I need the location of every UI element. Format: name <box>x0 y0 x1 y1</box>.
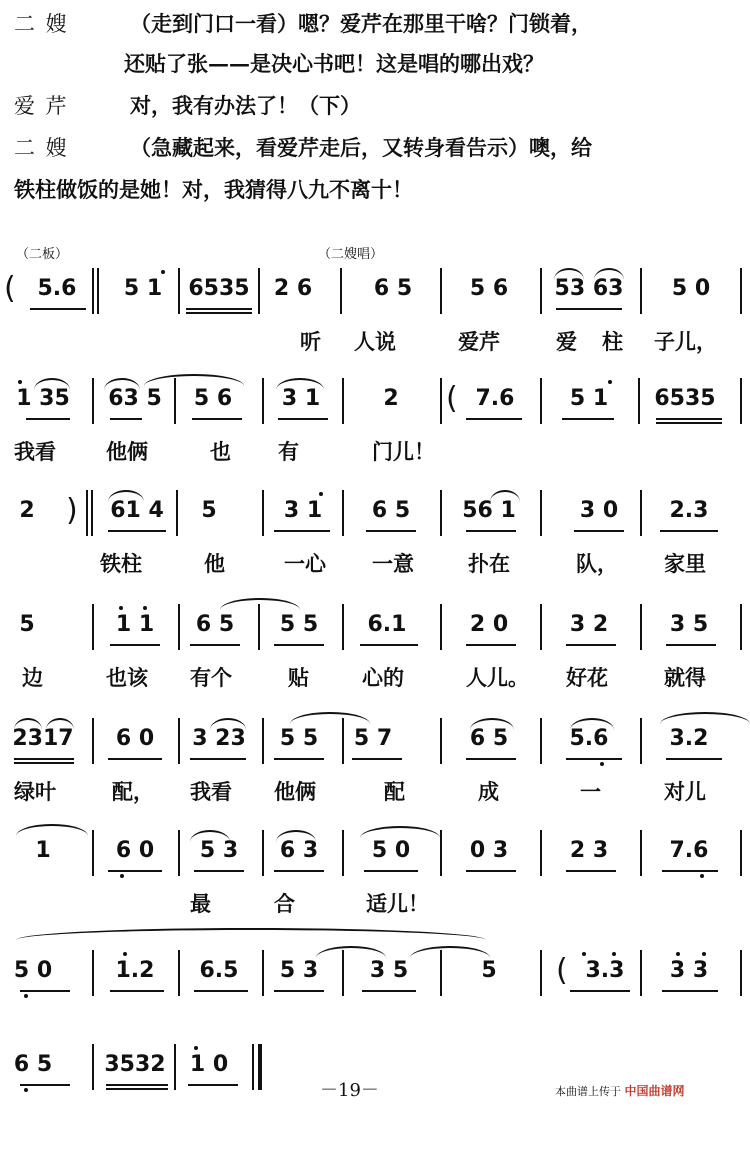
barline <box>640 950 642 996</box>
barline <box>638 378 640 424</box>
measure: 56 1 <box>462 498 516 523</box>
measure: 3 23 <box>192 726 246 751</box>
measure: 5 <box>201 498 217 523</box>
measure: 6535 <box>188 276 250 301</box>
low-octave-dot <box>24 994 28 998</box>
high-octave-dot <box>143 606 147 610</box>
barline <box>740 830 742 876</box>
measure: 53 63 <box>554 276 624 301</box>
lyric: 对儿 <box>664 779 706 804</box>
measure: 5 6 <box>469 276 509 301</box>
lyric: 也 <box>210 439 231 464</box>
barline <box>92 268 94 314</box>
dialogue-text: 对，我有办法了！（下） <box>130 93 361 118</box>
dialogue-text: 还贴了张——是决心书吧！这是唱的哪出戏？ <box>124 51 544 76</box>
underline <box>566 758 622 760</box>
barline <box>540 950 542 996</box>
measure: 3 1 <box>281 386 321 411</box>
dialogue-line <box>0 46 750 86</box>
low-octave-dot <box>120 874 124 878</box>
barline <box>440 830 442 876</box>
measure: 5 0 <box>371 838 411 863</box>
credit-text: 本曲谱上传于 <box>555 1085 621 1098</box>
score-row <box>0 378 750 488</box>
measure: 3 1 <box>283 498 323 523</box>
lyric: 我看 <box>190 779 232 804</box>
underline <box>360 644 418 646</box>
lyric: 铁柱 <box>100 551 142 576</box>
slur <box>210 718 246 730</box>
measure: 3 5 <box>369 958 409 983</box>
tempo-marking: （二板） <box>16 247 69 262</box>
lyric: 我看 <box>14 439 56 464</box>
underline <box>278 418 328 420</box>
slur <box>104 378 140 390</box>
underline <box>656 418 722 420</box>
slur <box>190 830 230 842</box>
lyric: 最 <box>190 891 211 916</box>
measure: 5 7 <box>353 726 393 751</box>
slur <box>410 946 490 958</box>
high-octave-dot <box>702 952 706 956</box>
lyric: 他 <box>204 551 225 576</box>
measure: 6.5 <box>199 958 239 983</box>
lyric: 就得 <box>664 665 706 690</box>
measure: 3 5 <box>669 612 709 637</box>
measure: 61 4 <box>110 498 164 523</box>
measure: 5 1 <box>569 386 609 411</box>
measure: 3 3 <box>669 958 709 983</box>
speaker-name: 二 嫂 <box>14 136 69 160</box>
dialogue-line <box>0 130 750 170</box>
measure: 2 6 <box>273 276 313 301</box>
underline <box>364 870 418 872</box>
underline <box>194 990 248 992</box>
barline <box>440 604 442 650</box>
underline <box>20 1084 70 1086</box>
measure: 2.3 <box>669 498 709 523</box>
barline <box>640 830 642 876</box>
lyric: 适儿！ <box>366 891 429 916</box>
barline <box>540 830 542 876</box>
slur <box>276 378 324 390</box>
lyric: 成 <box>478 779 499 804</box>
measure: 7.6 <box>669 838 709 863</box>
lyric: 一意 <box>372 551 414 576</box>
lyric: 绿叶 <box>14 779 56 804</box>
barline <box>540 490 542 536</box>
underline <box>666 758 722 760</box>
lyric: 边 <box>22 665 43 690</box>
underline <box>466 418 522 420</box>
underline <box>108 758 162 760</box>
measure: 5 6 <box>193 386 233 411</box>
dialogue-text: （走到门口一看）嗯？爱芹在那里干啥？门锁着， <box>130 11 592 36</box>
underline <box>26 418 70 420</box>
barline <box>740 268 742 314</box>
measure: 1.2 <box>115 958 155 983</box>
lyric: 贴 <box>288 665 309 690</box>
lyric: 人说 <box>354 329 396 354</box>
measure: 5 5 <box>279 612 319 637</box>
measure: 1 0 <box>189 1052 229 1077</box>
measure: 5 0 <box>671 276 711 301</box>
barline <box>440 268 442 314</box>
measure: 5.6 <box>569 726 609 751</box>
lyric: 子儿， <box>654 329 717 354</box>
lyric: 也该 <box>106 665 148 690</box>
underline <box>106 1084 168 1086</box>
lyric: 扑在 <box>468 551 510 576</box>
measure: 63 5 <box>108 386 162 411</box>
barline <box>540 718 542 764</box>
low-octave-dot <box>700 874 704 878</box>
underline <box>662 870 718 872</box>
measure: 6 0 <box>115 838 155 863</box>
underline <box>110 418 142 420</box>
underline <box>556 308 622 310</box>
dialogue-line <box>0 172 750 212</box>
barline <box>440 490 442 536</box>
close-parenthesis: ) <box>66 493 78 528</box>
barline <box>640 490 642 536</box>
underline <box>274 870 324 872</box>
underline <box>666 644 716 646</box>
barline <box>540 378 542 424</box>
speaker-name: 二 嫂 <box>14 12 69 36</box>
lyric: 爱芹 <box>458 329 500 354</box>
measure: 5 3 <box>279 958 319 983</box>
slur <box>594 268 624 280</box>
lyric: 配， <box>112 779 154 804</box>
underline <box>30 308 86 310</box>
measure: 2317 <box>12 726 74 751</box>
barline <box>540 268 542 314</box>
lyric: 好花 <box>566 665 608 690</box>
open-parenthesis: ( <box>556 953 568 988</box>
lyric: 心的 <box>362 665 404 690</box>
barline <box>342 490 344 536</box>
slur <box>570 718 614 730</box>
high-octave-dot <box>18 380 22 384</box>
underline <box>366 530 416 532</box>
slur <box>14 718 42 730</box>
underline <box>466 870 516 872</box>
barline <box>440 378 442 424</box>
low-octave-dot <box>600 762 604 766</box>
barline <box>740 378 742 424</box>
measure: 6 5 <box>469 726 509 751</box>
score-row <box>0 718 750 828</box>
underline <box>656 422 722 424</box>
underline <box>362 990 416 992</box>
measure: 5 <box>481 958 497 983</box>
underline <box>192 418 242 420</box>
underline <box>352 758 402 760</box>
high-octave-dot <box>608 380 612 384</box>
underline <box>466 758 516 760</box>
high-octave-dot <box>676 952 680 956</box>
barline <box>740 604 742 650</box>
high-octave-dot <box>119 606 123 610</box>
measure: 6.1 <box>367 612 407 637</box>
score-row <box>0 490 750 600</box>
open-parenthesis: ( <box>4 271 16 306</box>
measure: 3532 <box>104 1052 166 1077</box>
measure: 5 5 <box>279 726 319 751</box>
barline <box>440 718 442 764</box>
lyric: 他俩 <box>274 779 316 804</box>
underline <box>14 762 74 764</box>
dialogue-line <box>0 6 750 46</box>
dialogue-text: 铁柱做饭的是她！对，我猜得八九不离十！ <box>14 177 413 202</box>
slur <box>470 718 514 730</box>
barline <box>86 490 88 536</box>
underline <box>110 990 164 992</box>
barline <box>640 268 642 314</box>
measure: 5 0 <box>13 958 53 983</box>
underline <box>562 418 614 420</box>
underline <box>14 758 74 760</box>
slur <box>490 490 520 502</box>
high-octave-dot <box>123 952 127 956</box>
measure: 5 3 <box>199 838 239 863</box>
underline <box>190 644 240 646</box>
measure: 5.6 <box>37 276 77 301</box>
lyric: 有 <box>278 439 299 464</box>
underline <box>108 530 166 532</box>
measure: 5 1 <box>123 276 163 301</box>
singer-marking: （二嫂唱） <box>318 247 384 262</box>
high-octave-dot <box>612 952 616 956</box>
underline <box>466 530 516 532</box>
score-row <box>0 604 750 714</box>
underline <box>566 644 616 646</box>
underline <box>274 644 324 646</box>
underline <box>190 758 246 760</box>
score-row <box>0 830 750 940</box>
measure: 2 3 <box>569 838 609 863</box>
high-octave-dot <box>194 1046 198 1050</box>
lyric: 队， <box>576 551 618 576</box>
lyric: 配 <box>384 779 405 804</box>
measure: 6 5 <box>371 498 411 523</box>
high-octave-dot <box>161 270 165 274</box>
high-octave-dot <box>582 952 586 956</box>
measure: 7.6 <box>475 386 515 411</box>
barline <box>342 830 344 876</box>
lyric: 人儿。 <box>466 665 529 690</box>
measure: 0 3 <box>469 838 509 863</box>
measure: 1 <box>35 838 51 863</box>
open-parenthesis: ( <box>446 381 458 416</box>
speaker-name: 爱 芹 <box>14 94 69 118</box>
lyric: 有个 <box>190 665 232 690</box>
barline <box>252 1044 254 1090</box>
lyric: 门儿！ <box>372 439 435 464</box>
measure: 5 <box>19 612 35 637</box>
underline <box>20 990 70 992</box>
underline <box>194 870 244 872</box>
lyric: 爱 <box>556 329 577 354</box>
slur <box>46 718 74 730</box>
dialogue-line <box>0 88 750 128</box>
measure: 6 5 <box>373 276 413 301</box>
slur <box>316 946 386 958</box>
measure: 3.3 <box>585 958 625 983</box>
measure: 6 5 <box>195 612 235 637</box>
underline <box>566 870 616 872</box>
lyric: 一心 <box>284 551 326 576</box>
underline <box>274 530 330 532</box>
lyric: 家里 <box>664 551 706 576</box>
high-octave-dot <box>319 492 323 496</box>
measure: 6 3 <box>279 838 319 863</box>
underline <box>662 990 718 992</box>
underline <box>570 990 630 992</box>
measure: 3 0 <box>579 498 619 523</box>
dialogue-text: （急藏起来，看爱芹走后，又转身看告示）噢，给 <box>130 135 592 160</box>
lyric: 合 <box>274 891 295 916</box>
lyric: 他俩 <box>106 439 148 464</box>
low-octave-dot <box>24 1088 28 1092</box>
site-logo-text: 中国曲谱网 <box>624 1084 685 1098</box>
underline <box>106 1088 168 1090</box>
underline <box>274 990 324 992</box>
score-row <box>0 268 750 378</box>
page-number: －19－ <box>320 1080 379 1101</box>
barline <box>640 718 642 764</box>
underline <box>186 308 252 310</box>
measure: 6 5 <box>13 1052 53 1077</box>
measure: 1 1 <box>115 612 155 637</box>
barline <box>640 604 642 650</box>
upload-credit <box>555 1083 685 1100</box>
barline <box>340 268 342 314</box>
slur <box>554 268 584 280</box>
slur <box>276 830 316 842</box>
measure: 3.2 <box>669 726 709 751</box>
barline <box>740 950 742 996</box>
lyric: 一 <box>580 779 601 804</box>
underline <box>110 644 160 646</box>
slur <box>108 490 144 502</box>
underline <box>186 312 252 314</box>
underline <box>274 758 324 760</box>
underline <box>466 644 516 646</box>
measure: 2 <box>19 498 35 523</box>
measure: 6 0 <box>115 726 155 751</box>
underline <box>108 870 162 872</box>
underline <box>660 530 718 532</box>
final-barline <box>258 1044 262 1090</box>
lyric: 柱 <box>602 329 623 354</box>
slur <box>34 378 70 390</box>
barline <box>342 378 344 424</box>
lyric: 听 <box>300 329 321 354</box>
measure: 1 35 <box>16 386 70 411</box>
measure: 3 2 <box>569 612 609 637</box>
underline <box>574 530 624 532</box>
measure: 6535 <box>654 386 716 411</box>
measure: 2 0 <box>469 612 509 637</box>
barline <box>540 604 542 650</box>
underline <box>188 1084 238 1086</box>
measure: 2 <box>383 386 399 411</box>
